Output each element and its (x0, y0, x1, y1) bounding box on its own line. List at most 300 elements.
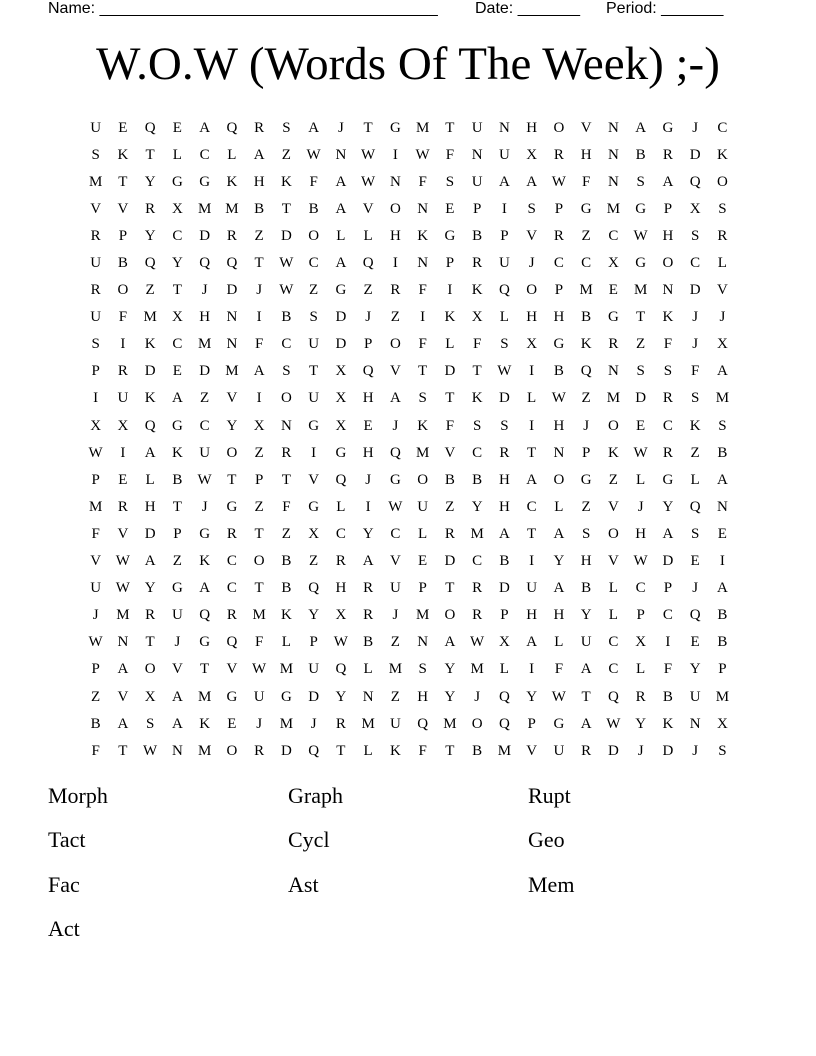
grid-letter[interactable]: Q (498, 282, 510, 299)
grid-letter[interactable]: E (227, 715, 237, 732)
grid-letter[interactable]: M (388, 661, 403, 678)
grid-letter[interactable]: V (526, 742, 538, 759)
grid-letter[interactable]: Q (689, 173, 701, 190)
grid-letter[interactable]: B (499, 553, 510, 570)
grid-letter[interactable]: X (253, 417, 265, 434)
grid-letter[interactable]: K (144, 390, 156, 407)
grid-letter[interactable]: C (281, 336, 292, 353)
grid-letter[interactable]: I (365, 498, 371, 515)
grid-letter[interactable]: F (581, 173, 591, 190)
grid-letter[interactable]: N (389, 173, 401, 190)
grid-letter[interactable]: Z (390, 309, 400, 326)
grid-letter[interactable]: N (226, 336, 238, 353)
grid-letter[interactable]: E (418, 553, 428, 570)
grid-letter[interactable]: T (418, 363, 428, 380)
grid-letter[interactable]: L (499, 309, 509, 326)
grid-letter[interactable]: S (282, 363, 291, 380)
grid-letter[interactable]: Q (689, 607, 701, 624)
grid-letter[interactable]: Z (281, 525, 291, 542)
grid-letter[interactable]: T (527, 444, 537, 461)
grid-letter[interactable]: A (498, 173, 510, 190)
grid-letter[interactable]: D (662, 742, 674, 759)
grid-letter[interactable]: C (690, 255, 701, 272)
grid-letter[interactable]: Z (690, 444, 700, 461)
grid-letter[interactable]: U (90, 580, 102, 597)
grid-letter[interactable]: B (581, 580, 592, 597)
grid-letter[interactable]: Y (444, 661, 456, 678)
grid-letter[interactable]: Y (362, 525, 374, 542)
grid-letter[interactable]: B (581, 309, 592, 326)
grid-letter[interactable]: X (90, 417, 102, 434)
grid-letter[interactable]: B (717, 634, 728, 651)
grid-letter[interactable]: C (172, 227, 183, 244)
grid-letter[interactable]: P (472, 200, 482, 217)
grid-letter[interactable]: G (335, 444, 347, 461)
grid-letter[interactable]: L (336, 227, 346, 244)
grid-letter[interactable]: V (226, 661, 238, 678)
grid-letter[interactable]: A (444, 634, 456, 651)
grid-letter[interactable]: V (226, 390, 238, 407)
grid-letter[interactable]: J (201, 498, 208, 515)
grid-letter[interactable]: I (120, 336, 126, 353)
grid-letter[interactable]: R (335, 553, 346, 570)
grid-letter[interactable]: I (665, 634, 671, 651)
grid-letter[interactable]: P (500, 227, 509, 244)
grid-letter[interactable]: Z (390, 634, 400, 651)
grid-letter[interactable]: M (143, 309, 157, 326)
grid-letter[interactable]: L (527, 390, 537, 407)
grid-letter[interactable]: Y (444, 688, 456, 705)
grid-letter[interactable]: T (445, 580, 455, 597)
grid-letter[interactable]: L (336, 498, 346, 515)
grid-letter[interactable]: T (445, 742, 455, 759)
grid-letter[interactable]: A (526, 634, 538, 651)
grid-letter[interactable]: U (117, 390, 129, 407)
grid-letter[interactable]: G (335, 282, 347, 299)
grid-letter[interactable]: W (633, 227, 648, 244)
grid-letter[interactable]: F (663, 661, 673, 678)
grid-letter[interactable]: J (392, 417, 399, 434)
grid-letter[interactable]: G (580, 200, 592, 217)
grid-letter[interactable]: P (718, 661, 727, 678)
grid-letter[interactable]: X (471, 309, 483, 326)
grid-letter[interactable]: U (171, 607, 183, 624)
grid-letter[interactable]: D (308, 688, 320, 705)
grid-letter[interactable]: C (472, 553, 483, 570)
grid-letter[interactable]: X (335, 390, 347, 407)
grid-letter[interactable]: I (719, 553, 725, 570)
grid-letter[interactable]: S (91, 146, 100, 163)
grid-letter[interactable]: P (554, 282, 564, 299)
grid-letter[interactable]: C (553, 255, 564, 272)
grid-letter[interactable]: T (281, 200, 291, 217)
grid-letter[interactable]: N (417, 200, 429, 217)
grid-letter[interactable]: U (199, 444, 211, 461)
grid-letter[interactable]: B (281, 580, 292, 597)
grid-letter[interactable]: P (554, 200, 564, 217)
grid-letter[interactable]: A (171, 688, 183, 705)
grid-letter[interactable]: D (144, 363, 156, 380)
grid-letter[interactable]: W (551, 173, 566, 190)
grid-letter[interactable]: R (553, 227, 564, 244)
grid-letter[interactable]: F (91, 525, 100, 542)
grid-letter[interactable]: X (689, 200, 701, 217)
grid-letter[interactable]: A (144, 553, 156, 570)
grid-letter[interactable]: B (172, 471, 183, 488)
grid-letter[interactable]: N (498, 119, 510, 136)
grid-letter[interactable]: A (716, 471, 728, 488)
grid-letter[interactable]: A (335, 200, 347, 217)
grid-letter[interactable]: M (606, 390, 621, 407)
grid-letter[interactable]: Y (662, 498, 674, 515)
grid-letter[interactable]: H (199, 309, 211, 326)
grid-letter[interactable]: S (718, 200, 727, 217)
grid-letter[interactable]: G (199, 634, 211, 651)
grid-letter[interactable]: S (636, 173, 645, 190)
grid-letter[interactable]: P (500, 607, 509, 624)
grid-letter[interactable]: S (500, 417, 509, 434)
grid-letter[interactable]: M (88, 498, 103, 515)
grid-letter[interactable]: J (474, 688, 481, 705)
grid-letter[interactable]: J (392, 607, 399, 624)
grid-letter[interactable]: F (254, 336, 264, 353)
grid-letter[interactable]: G (171, 417, 183, 434)
grid-letter[interactable]: G (389, 471, 401, 488)
grid-letter[interactable]: Q (199, 255, 211, 272)
grid-letter[interactable]: R (226, 607, 237, 624)
grid-letter[interactable]: A (553, 525, 565, 542)
grid-letter[interactable]: S (718, 417, 727, 434)
grid-letter[interactable]: V (362, 200, 374, 217)
grid-letter[interactable]: Z (254, 227, 264, 244)
grid-letter[interactable]: O (308, 227, 320, 244)
grid-letter[interactable]: A (716, 363, 728, 380)
grid-letter[interactable]: U (90, 309, 102, 326)
grid-letter[interactable]: C (608, 634, 619, 651)
grid-letter[interactable]: V (308, 471, 320, 488)
grid-letter[interactable]: X (607, 255, 619, 272)
grid-letter[interactable]: G (553, 336, 565, 353)
grid-letter[interactable]: T (445, 390, 455, 407)
grid-letter[interactable]: Z (636, 336, 646, 353)
grid-letter[interactable]: T (145, 634, 155, 651)
grid-letter[interactable]: P (173, 525, 182, 542)
grid-letter[interactable]: Z (91, 688, 101, 705)
grid-letter[interactable]: N (662, 282, 674, 299)
grid-letter[interactable]: D (662, 553, 674, 570)
grid-letter[interactable]: J (692, 580, 699, 597)
grid-letter[interactable]: T (254, 255, 264, 272)
grid-letter[interactable]: W (279, 282, 294, 299)
grid-letter[interactable]: L (445, 336, 455, 353)
grid-letter[interactable]: Z (254, 498, 264, 515)
grid-letter[interactable]: A (389, 390, 401, 407)
grid-letter[interactable]: G (662, 119, 674, 136)
grid-letter[interactable]: O (607, 417, 619, 434)
grid-letter[interactable]: W (497, 363, 512, 380)
grid-letter[interactable]: M (279, 715, 294, 732)
grid-letter[interactable]: H (417, 688, 429, 705)
grid-letter[interactable]: M (197, 742, 212, 759)
grid-letter[interactable]: L (690, 471, 700, 488)
grid-letter[interactable]: J (692, 119, 699, 136)
grid-letter[interactable]: M (415, 119, 430, 136)
grid-letter[interactable]: R (90, 227, 101, 244)
grid-letter[interactable]: N (171, 742, 183, 759)
grid-letter[interactable]: H (362, 444, 374, 461)
grid-letter[interactable]: F (282, 498, 291, 515)
grid-letter[interactable]: Q (498, 715, 510, 732)
grid-letter[interactable]: T (172, 282, 182, 299)
grid-letter[interactable]: A (335, 255, 347, 272)
grid-letter[interactable]: L (363, 661, 373, 678)
grid-letter[interactable]: S (690, 227, 700, 244)
grid-letter[interactable]: G (635, 200, 647, 217)
grid-letter[interactable]: O (716, 173, 728, 190)
grid-letter[interactable]: R (145, 607, 156, 624)
grid-letter[interactable]: J (692, 309, 699, 326)
grid-letter[interactable]: O (117, 282, 129, 299)
grid-letter[interactable]: R (662, 390, 673, 407)
grid-letter[interactable]: J (310, 715, 317, 732)
grid-letter[interactable]: M (225, 200, 239, 217)
grid-letter[interactable]: G (444, 227, 456, 244)
grid-letter[interactable]: L (418, 525, 428, 542)
grid-letter[interactable]: C (472, 444, 483, 461)
grid-letter[interactable]: E (636, 417, 646, 434)
grid-letter[interactable]: Z (390, 688, 400, 705)
grid-letter[interactable]: D (444, 553, 456, 570)
grid-letter[interactable]: J (256, 715, 263, 732)
grid-letter[interactable]: A (635, 119, 647, 136)
grid-letter[interactable]: L (145, 471, 155, 488)
grid-letter[interactable]: H (553, 607, 565, 624)
grid-letter[interactable]: K (580, 336, 592, 353)
grid-letter[interactable]: M (197, 336, 212, 353)
grid-letter[interactable]: O (553, 471, 565, 488)
grid-letter[interactable]: K (226, 173, 238, 190)
grid-letter[interactable]: G (553, 715, 565, 732)
grid-letter[interactable]: I (256, 309, 262, 326)
date-field[interactable]: Date: _______ (475, 0, 580, 17)
grid-letter[interactable]: L (363, 742, 373, 759)
grid-letter[interactable]: M (579, 282, 593, 299)
grid-letter[interactable]: L (363, 227, 373, 244)
grid-letter[interactable]: C (635, 580, 646, 597)
grid-letter[interactable]: Y (144, 227, 156, 244)
grid-letter[interactable]: H (553, 417, 565, 434)
grid-letter[interactable]: F (309, 173, 318, 190)
grid-letter[interactable]: H (362, 390, 374, 407)
grid-letter[interactable]: T (309, 363, 319, 380)
grid-letter[interactable]: S (91, 336, 100, 353)
grid-letter[interactable]: J (174, 634, 181, 651)
grid-letter[interactable]: R (662, 146, 673, 163)
grid-letter[interactable]: X (171, 200, 183, 217)
grid-letter[interactable]: N (226, 309, 238, 326)
grid-letter[interactable]: D (199, 363, 211, 380)
grid-letter[interactable]: J (692, 336, 699, 353)
grid-letter[interactable]: A (662, 173, 674, 190)
grid-letter[interactable]: F (554, 661, 564, 678)
grid-letter[interactable]: D (498, 390, 510, 407)
grid-letter[interactable]: Q (362, 363, 374, 380)
grid-letter[interactable]: K (689, 417, 701, 434)
grid-letter[interactable]: U (90, 119, 102, 136)
grid-letter[interactable]: H (498, 498, 510, 515)
grid-letter[interactable]: P (309, 634, 318, 651)
grid-letter[interactable]: B (717, 607, 728, 624)
grid-letter[interactable]: S (145, 715, 155, 732)
grid-letter[interactable]: V (117, 688, 129, 705)
grid-letter[interactable]: Y (526, 688, 538, 705)
grid-letter[interactable]: N (607, 119, 619, 136)
grid-letter[interactable]: W (115, 580, 130, 597)
grid-letter[interactable]: C (608, 661, 619, 678)
grid-letter[interactable]: H (662, 227, 674, 244)
grid-letter[interactable]: J (637, 498, 644, 515)
grid-letter[interactable]: N (117, 634, 129, 651)
grid-letter[interactable]: V (607, 553, 619, 570)
grid-letter[interactable]: T (581, 688, 591, 705)
grid-letter[interactable]: P (363, 336, 373, 353)
grid-letter[interactable]: N (335, 146, 347, 163)
grid-letter[interactable]: Y (144, 173, 156, 190)
grid-letter[interactable]: W (551, 688, 566, 705)
grid-letter[interactable]: Y (226, 417, 238, 434)
grid-letter[interactable]: C (581, 255, 592, 272)
grid-letter[interactable]: Z (363, 282, 373, 299)
grid-letter[interactable]: B (472, 471, 483, 488)
grid-letter[interactable]: O (144, 661, 156, 678)
grid-letter[interactable]: P (527, 715, 536, 732)
grid-letter[interactable]: G (308, 417, 320, 434)
grid-letter[interactable]: N (471, 146, 483, 163)
grid-letter[interactable]: W (361, 146, 376, 163)
grid-letter[interactable]: M (197, 200, 212, 217)
grid-letter[interactable]: U (498, 146, 510, 163)
grid-letter[interactable]: Y (635, 715, 647, 732)
grid-letter[interactable]: U (389, 580, 401, 597)
grid-letter[interactable]: E (690, 553, 700, 570)
grid-letter[interactable]: W (143, 742, 158, 759)
grid-letter[interactable]: I (420, 309, 426, 326)
grid-letter[interactable]: B (117, 255, 128, 272)
grid-letter[interactable]: N (280, 417, 292, 434)
grid-letter[interactable]: R (90, 282, 101, 299)
grid-letter[interactable]: V (580, 119, 592, 136)
grid-letter[interactable]: G (308, 498, 320, 515)
grid-letter[interactable]: V (90, 200, 102, 217)
grid-letter[interactable]: G (171, 173, 183, 190)
grid-letter[interactable]: M (470, 661, 484, 678)
grid-letter[interactable]: R (363, 580, 374, 597)
grid-letter[interactable]: V (526, 227, 538, 244)
grid-letter[interactable]: D (498, 580, 510, 597)
grid-letter[interactable]: T (118, 742, 128, 759)
grid-letter[interactable]: U (526, 580, 538, 597)
grid-letter[interactable]: X (335, 417, 347, 434)
grid-letter[interactable]: S (282, 119, 291, 136)
grid-letter[interactable]: K (471, 390, 483, 407)
grid-letter[interactable]: F (418, 742, 427, 759)
grid-letter[interactable]: R (363, 607, 374, 624)
grid-letter[interactable]: U (417, 498, 429, 515)
grid-letter[interactable]: P (445, 255, 455, 272)
grid-letter[interactable]: Z (309, 282, 319, 299)
grid-letter[interactable]: C (608, 227, 619, 244)
grid-letter[interactable]: W (252, 661, 267, 678)
grid-letter[interactable]: M (279, 661, 294, 678)
grid-letter[interactable]: L (636, 661, 646, 678)
grid-letter[interactable]: J (692, 742, 699, 759)
grid-letter[interactable]: Q (226, 119, 238, 136)
grid-letter[interactable]: Y (689, 661, 701, 678)
grid-letter[interactable]: I (120, 444, 126, 461)
grid-letter[interactable]: O (226, 742, 238, 759)
grid-letter[interactable]: C (199, 417, 210, 434)
grid-letter[interactable]: J (583, 417, 590, 434)
grid-letter[interactable]: U (471, 119, 483, 136)
grid-letter[interactable]: F (445, 146, 455, 163)
grid-letter[interactable]: B (90, 715, 101, 732)
grid-letter[interactable]: X (526, 146, 538, 163)
grid-letter[interactable]: A (199, 119, 211, 136)
grid-letter[interactable]: G (199, 173, 211, 190)
grid-letter[interactable]: W (633, 444, 648, 461)
grid-letter[interactable]: X (308, 525, 320, 542)
grid-letter[interactable]: R (335, 715, 346, 732)
grid-letter[interactable]: D (689, 146, 701, 163)
grid-letter[interactable]: O (526, 282, 538, 299)
grid-letter[interactable]: T (254, 525, 264, 542)
grid-letter[interactable]: B (472, 742, 483, 759)
grid-letter[interactable]: W (197, 471, 212, 488)
grid-letter[interactable]: G (635, 255, 647, 272)
grid-letter[interactable]: Y (471, 498, 483, 515)
grid-letter[interactable]: A (662, 525, 674, 542)
grid-letter[interactable]: N (553, 444, 565, 461)
grid-letter[interactable]: M (633, 282, 648, 299)
grid-letter[interactable]: K (117, 146, 129, 163)
grid-letter[interactable]: T (363, 119, 373, 136)
grid-letter[interactable]: A (117, 715, 129, 732)
grid-letter[interactable]: R (635, 688, 646, 705)
grid-letter[interactable]: A (308, 119, 320, 136)
grid-letter[interactable]: H (580, 146, 592, 163)
grid-letter[interactable]: D (689, 282, 701, 299)
grid-letter[interactable]: E (118, 119, 128, 136)
grid-letter[interactable]: E (172, 119, 182, 136)
grid-letter[interactable]: J (365, 309, 372, 326)
grid-letter[interactable]: T (527, 525, 537, 542)
grid-letter[interactable]: G (280, 688, 292, 705)
grid-letter[interactable]: C (226, 580, 237, 597)
grid-letter[interactable]: Q (498, 688, 510, 705)
grid-letter[interactable]: L (499, 661, 509, 678)
grid-letter[interactable]: H (389, 227, 401, 244)
grid-letter[interactable]: A (171, 715, 183, 732)
grid-letter[interactable]: H (635, 525, 647, 542)
grid-letter[interactable]: T (172, 498, 182, 515)
grid-letter[interactable]: I (529, 363, 535, 380)
grid-letter[interactable]: R (145, 200, 156, 217)
grid-letter[interactable]: A (580, 715, 592, 732)
grid-letter[interactable]: D (635, 390, 647, 407)
grid-letter[interactable]: T (472, 363, 482, 380)
grid-letter[interactable]: J (201, 282, 208, 299)
grid-letter[interactable]: U (553, 742, 565, 759)
